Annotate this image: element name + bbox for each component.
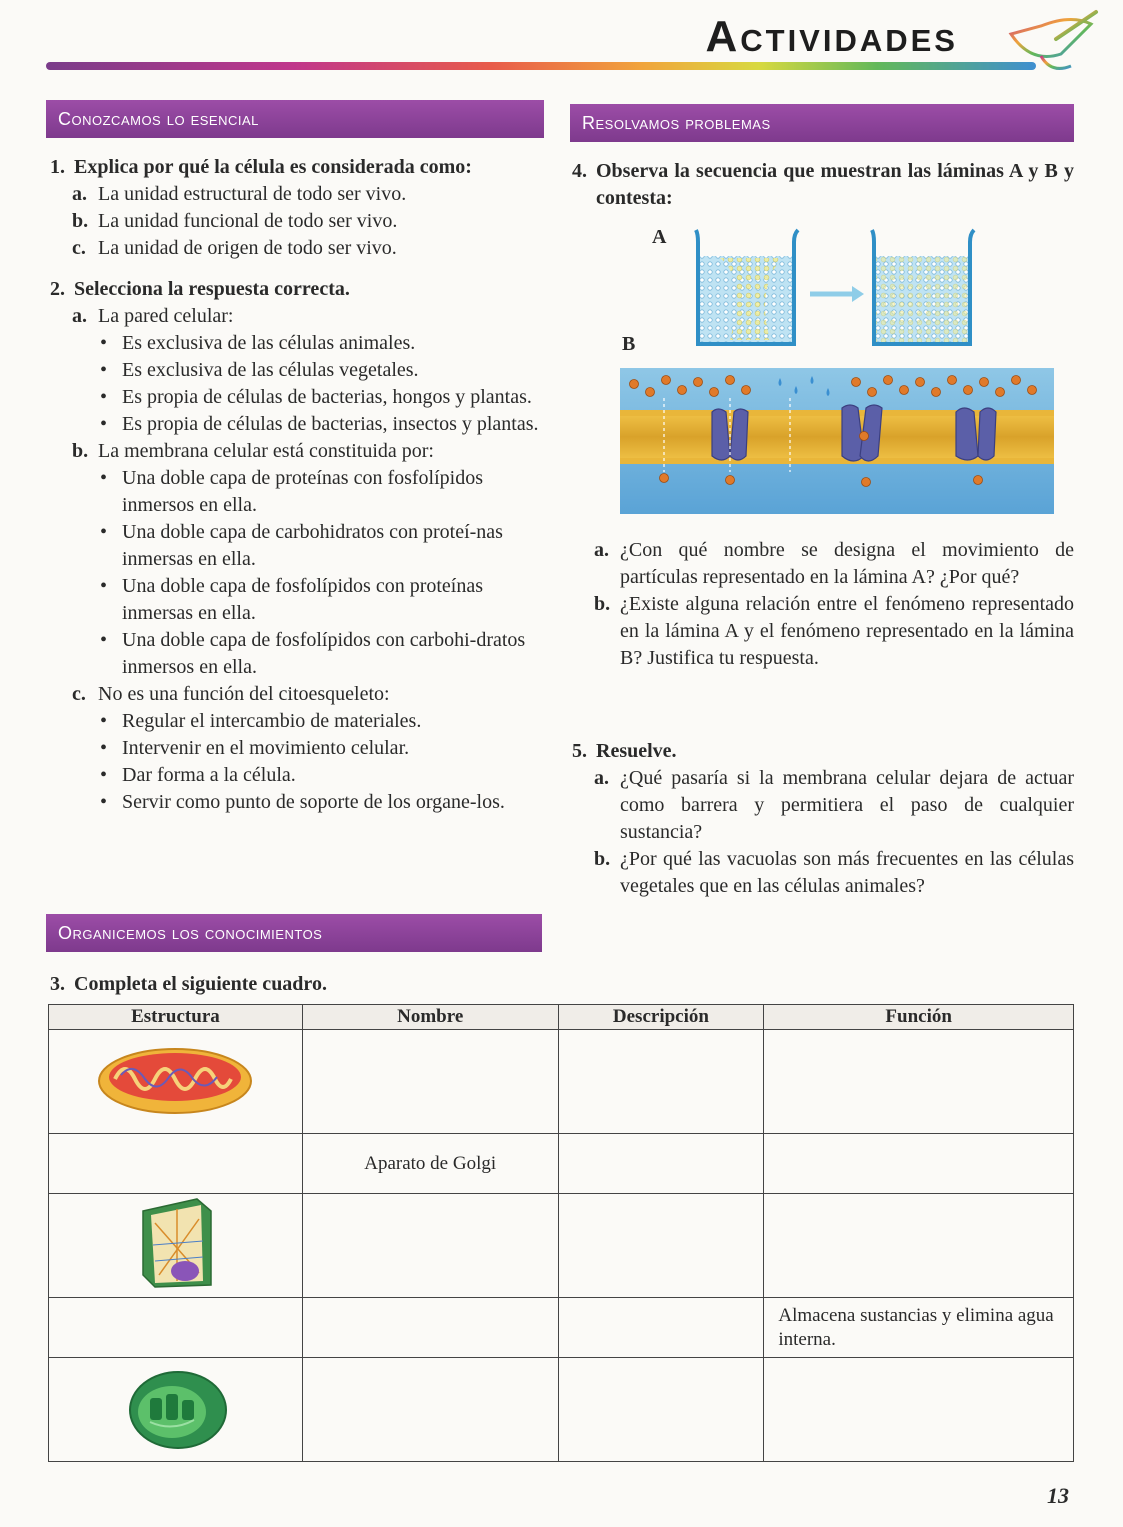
descripcion-cell[interactable] [558,1030,764,1134]
table-row [49,1298,1074,1358]
descripcion-cell[interactable] [558,1134,764,1194]
section-organicemos: Organicemos los conocimientos [46,914,542,952]
structure-cell [49,1358,303,1462]
lamina-b-label: B [622,333,636,355]
funcion-cell[interactable] [764,1030,1074,1134]
nombre-cell[interactable] [302,1030,558,1134]
q2-c-bullet: • Servir como punto de soporte de los organe-los. [50,789,546,816]
mortar-icon [1001,4,1101,80]
q2-a-bullet: • Es exclusiva de las células animales. [50,330,546,357]
q1-option-a: a. La unidad estructural de todo ser vivo. [72,183,407,205]
q2-b-bullet: • Una doble capa de fosfolípidos con proteínas inmersas en ella. [50,573,546,627]
structure-cell[interactable] [49,1134,303,1194]
q5-option-a: a. ¿Qué pasaría si la membrana celular dejara de actuar como barrera y permitiera el paso de cualquier sustancia? [594,767,1074,843]
q2-option-a: a. La pared celular: [72,305,234,327]
page-title: Actividades [705,12,958,61]
question-5 [572,738,1074,900]
nombre-cell[interactable] [302,1298,558,1358]
descripcion-cell[interactable] [558,1298,764,1358]
header-descripcion: Descripción [558,1005,764,1030]
q2-c-bullet: • Dar forma a la célula. [50,762,546,789]
q2-a-bullet: • Es propia de células de bacterias, insectos y plantas. [50,411,546,438]
descripcion-cell[interactable] [558,1358,764,1462]
q1-option-c: c. La unidad de origen de todo ser vivo. [72,237,397,259]
q2-b-bullet: • Una doble capa de proteínas con fosfolípidos inmersos en ella. [50,465,546,519]
section-conozcamos: Conozcamos lo esencial [46,100,544,138]
q4-title: Observa la secuencia que muestran las láminas A y B y contesta: [596,160,1074,209]
cytoskeleton-image [125,1195,225,1291]
nombre-cell[interactable] [302,1358,558,1462]
header-rainbow-rule [46,62,1036,70]
question-4 [572,158,1074,212]
q3-title: Completa el siguiente cuadro. [74,973,327,995]
q2-b-bullet: • Una doble capa de carbohidratos con proteí-nas inmersas en ella. [50,519,546,573]
q4-number: 4. [572,160,587,182]
q2-c-bullet: • Regular el intercambio de materiales. [50,708,546,735]
funcion-cell[interactable] [764,1358,1074,1462]
q2-a-bullet: • Es exclusiva de las células vegetales. [50,357,546,384]
q5-number: 5. [572,740,587,762]
question-4-options [572,537,1074,672]
q4-option-a: a. ¿Con qué nombre se designa el movimiento de partículas representado en la lámina A? ¿Por qué? [594,539,1074,588]
mitochondria-image [95,1039,255,1119]
q1-option-b: b. La unidad funcional de todo ser vivo. [72,210,398,232]
q5-option-b: b. ¿Por qué las vacuolas son más frecuentes en las células vegetales que en las células animales? [594,848,1074,897]
header-estructura: Estructura [49,1005,303,1030]
table-row [49,1030,1074,1134]
descripcion-cell[interactable] [558,1194,764,1298]
lamina-a-label: A [652,226,667,248]
section-resolvamos: Resolvamos problemas [570,104,1074,142]
nombre-cell[interactable] [302,1194,558,1298]
q5-title: Resuelve. [596,740,677,762]
header-funcion: Función [764,1005,1074,1030]
q1-number: 1. [50,156,65,178]
header-nombre: Nombre [302,1005,558,1030]
table-row [49,1134,1074,1194]
q2-c-bullet: • Intervenir en el movimiento celular. [50,735,546,762]
q2-b-bullet: • Una doble capa de fosfolípidos con carbohi-dratos inmersos en ella. [50,627,546,681]
q3-number: 3. [50,973,65,995]
structure-cell [49,1030,303,1134]
q2-a-bullet: • Es propia de células de bacterias, hongos y plantas. [50,384,546,411]
nombre-cell[interactable]: Aparato de Golgi [302,1134,558,1194]
question-1 [50,154,546,262]
page-number: 13 [1047,1483,1069,1508]
organelle-table [48,1004,1074,1462]
funcion-cell[interactable] [764,1194,1074,1298]
funcion-cell[interactable]: Almacena sustancias y elimina agua interna. [764,1298,1074,1358]
chloroplast-image [120,1362,230,1452]
q2-number: 2. [50,278,65,300]
structure-cell [49,1194,303,1298]
q2-option-c: c. No es una función del citoesqueleto: [72,683,390,705]
q2-title: Selecciona la respuesta correcta. [74,278,350,300]
table-row [49,1194,1074,1298]
lamina-a-diffusion-diagram [690,228,980,348]
question-3-title [50,971,327,998]
structure-cell[interactable] [49,1298,303,1358]
q2-option-b: b. La membrana celular está constituida por: [72,440,434,462]
q4-option-b: b. ¿Existe alguna relación entre el fenómeno representado en la lámina A y el fenómeno representado en la lámina B? Justifica tu respuesta. [594,593,1074,669]
question-2 [50,276,546,816]
lamina-b-membrane-diagram [620,368,1054,514]
q1-title: Explica por qué la célula es considerada como: [74,156,472,178]
table-row [49,1358,1074,1462]
funcion-cell[interactable] [764,1134,1074,1194]
